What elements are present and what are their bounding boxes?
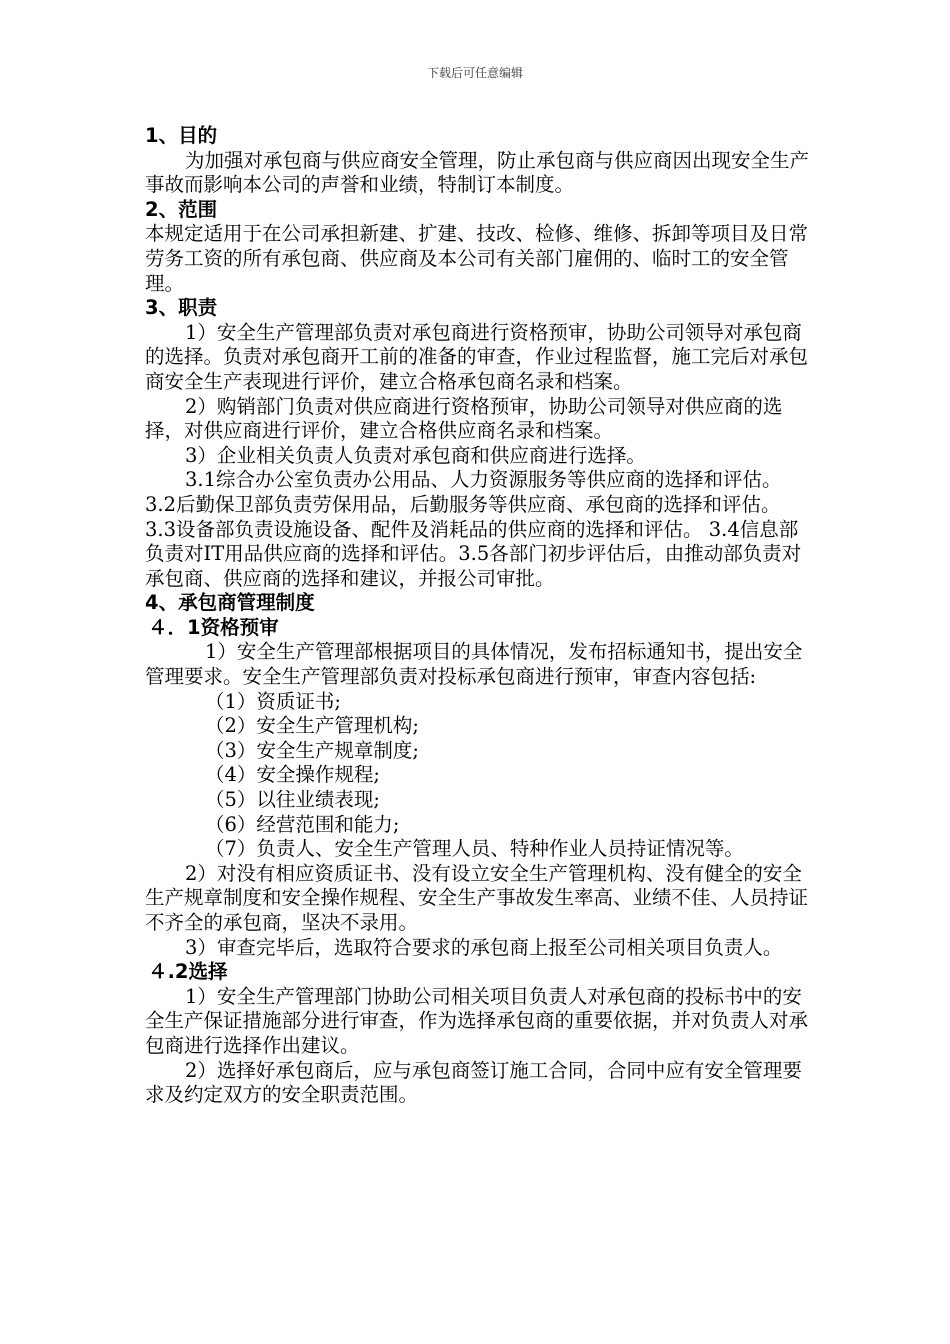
review-item: （4）安全操作规程; bbox=[205, 763, 380, 787]
section-3-paragraph-1: 1）安全生产管理部负责对承包商进行资格预审，协助公司领导对承包商的选择。负责对承包商开工前的准备的审查，作业过程监督，施工完后对承包商安全生产表现进行评价，建立合格承包商名录和档案。 bbox=[145, 320, 809, 393]
section-4-2-heading: ４.2选择 bbox=[148, 960, 228, 984]
section-4-1-paragraph-3: 3）审查完毕后，选取符合要求的承包商上报至公司相关项目负责人。 bbox=[185, 935, 783, 959]
section-4-1-paragraph-2: 2）对没有相应资质证书、没有设立安全生产管理机构、没有健全的安全生产规章制度和安全操作规程、安全生产事故发生率高、业绩不佳、人员持证不齐全的承包商，坚决不录用。 bbox=[145, 861, 809, 934]
section-4-2-paragraph-1: 1）安全生产管理部门协助公司相关项目负责人对承包商的投标书中的安全生产保证措施部分进行审查，作为选择承包商的重要依据，并对负责人对承包商进行选择作出建议。 bbox=[145, 984, 809, 1057]
document-body bbox=[145, 124, 813, 1108]
review-item: （3）安全生产规章制度; bbox=[205, 738, 419, 762]
section-4-heading: 4、承包商管理制度 bbox=[145, 591, 315, 615]
review-item: （6）经营范围和能力; bbox=[205, 812, 400, 836]
section-1-heading: 1、目的 bbox=[145, 124, 218, 147]
section-2-text: 本规定适用于在公司承担新建、扩建、技改、检修、维修、拆卸等项目及日常劳务工资的所有承包商、供应商及本公司有关部门雇佣的、临时工的安全管理。 bbox=[145, 222, 809, 295]
section-2-heading: 2、范围 bbox=[145, 197, 218, 221]
review-item: （2）安全生产管理机构; bbox=[205, 714, 419, 738]
section-4-1-paragraph-1: 1）安全生产管理部根据项目的具体情况，发布招标通知书，提出安全管理要求。安全生产管理部负责对投标承包商进行预审，审查内容包括: bbox=[145, 640, 803, 689]
section-1-text: 为加强对承包商与供应商安全管理，防止承包商与供应商因出现安全生产事故而影响本公司的声誉和业绩，特制订本制度。 bbox=[145, 148, 810, 197]
review-item: （1）资质证书; bbox=[205, 689, 341, 713]
review-item: （7）负责人、安全生产管理人员、特种作业人员持证情况等。 bbox=[205, 837, 744, 861]
section-3-heading: 3、职责 bbox=[145, 296, 218, 320]
section-3-paragraph-4: 3.1综合办公室负责办公用品、人力资源服务等供应商的选择和评估。 3.2后勤保卫部负责劳保用品，后勤服务等供应商、承包商的选择和评估。 3.3设备部负责设施设备、配件及消耗品的供应商的选择和评估。 3.4信息部负责对IT用品供应商的选择和评估。3.5各部门初步评估后，由推动部负责对承包商、供应商的选择和建议，并报公司审批。 bbox=[145, 468, 802, 590]
section-4-1-heading: ４．1资格预审 bbox=[148, 615, 279, 639]
review-item: （5）以往业绩表现; bbox=[205, 788, 380, 812]
section-4-2-paragraph-2: 2）选择好承包商后，应与承包商签订施工合同，合同中应有安全管理要求及约定双方的安全职责范围。 bbox=[145, 1058, 802, 1107]
section-3-paragraph-3: 3）企业相关负责人负责对承包商和供应商进行选择。 bbox=[185, 443, 646, 467]
section-3-paragraph-2: 2）购销部门负责对供应商进行资格预审，协助公司领导对供应商的选择，对供应商进行评价，建立合格供应商名录和档案。 bbox=[145, 394, 783, 443]
page-header-note: 下载后可任意编辑 bbox=[426, 66, 523, 80]
